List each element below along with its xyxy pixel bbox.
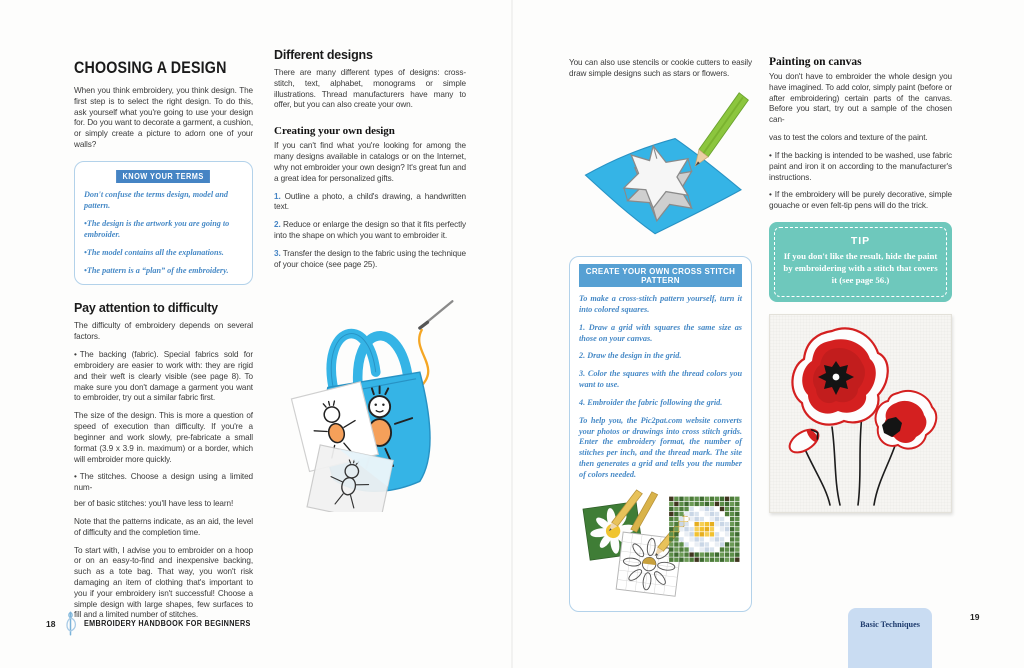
cross-stitch-badge: CREATE YOUR OWN CROSS STITCH PATTERN xyxy=(579,264,742,288)
terms-bullet-2: •The model contains all the explanations. xyxy=(84,247,224,257)
bullet-marker: • xyxy=(769,190,772,200)
step-3: 3. Transfer the design to the fabric using the technique of your choice (see page 25). xyxy=(274,248,467,269)
tip-box xyxy=(769,222,952,302)
difficulty-p2: The size of the design. This is more a question of speed of execution than difficulty. If you're a beginner and work slowly, pre-fabricate a small format (3.9 x 3.9 in. maximum) or a border, which will embroider more quickly. xyxy=(74,411,253,464)
star-cookie-cutter-illustration xyxy=(569,87,752,245)
page-number-right: 19 xyxy=(970,612,980,622)
step-number: 2. xyxy=(274,220,281,230)
terms-intro: Don't confuse the terms design, model and pattern. xyxy=(84,190,228,211)
cross-stitch-outro: To help you, the Pic2pat.com website converts your photos or drawings into cross stitch grids. Enter the embroidery format, the number of stitches per inch, and the thread mark. The site then generates a grid and tells you the number of colors needed. xyxy=(579,415,742,479)
column-different-designs xyxy=(274,48,466,517)
choosing-intro: When you think embroidery, you think design. The first step is to select the right design. To do this, ask yourself what you're going to use your design for. Do you want to decorate a garment, a cushion, or simply create a picture to adorn one of your walls? xyxy=(74,86,253,150)
section-tab xyxy=(848,608,932,668)
cross-stitch-intro: To make a cross-stitch pattern yourself, turn it into colored squares. xyxy=(579,294,742,314)
painting-bullet-2: • If the embroidery will be purely decorative, simple gouache or even felt-tip pens will do the trick. xyxy=(769,190,952,211)
bullet-marker: • xyxy=(84,219,87,229)
painting-p1: You don't have to embroider the whole design you have imagined. To add color, simply paint (before or after embroidering) certain parts of the canvas. Before you start, try out a sample of the chosen can- xyxy=(769,72,952,125)
difficulty-p4: Note that the patterns indicate, as an aid, the level of difficulty and the completion time. xyxy=(74,516,253,537)
cross-stitch-step-2: 2. Draw the design in the grid. xyxy=(579,351,682,361)
bullet-marker: • xyxy=(74,472,77,482)
column-painting-on-canvas xyxy=(769,56,952,513)
difficulty-p3: ber of basic stitches: you'll have less to learn! xyxy=(74,499,234,509)
different-designs-p1: There are many different types of designs: cross-stitch, text, alphabet, monograms or simple illustrations. Thread manufacturers have many to offer, but you can also create your own. xyxy=(274,68,466,110)
step-1: 1. Outline a photo, a child's drawing, a handwritten text. xyxy=(274,191,466,212)
difficulty-heading: Pay attention to difficulty xyxy=(74,301,218,316)
creating-own-design-p: If you can't find what you're looking for among the many designs available in catalogs or on the Internet, why not embroider your own design? It's great fun and a great idea for personalized gifts. xyxy=(274,141,466,183)
creating-own-design-heading: Creating your own design xyxy=(274,125,395,138)
terms-bullet-1: •The design is the artwork you are going to embroider. xyxy=(84,219,230,239)
page-number-left: 18 xyxy=(46,618,56,629)
painting-p2: vas to test the colors and texture of the paint. xyxy=(769,133,928,143)
stencils-p1: You can also use stencils or cookie cutters to easily draw simple designs such as stars or flowers. xyxy=(569,58,752,78)
step-number: 1. xyxy=(274,191,281,201)
bullet-marker: • xyxy=(769,150,772,160)
book-title: EMBROIDERY HANDBOOK FOR BEGINNERS xyxy=(84,619,252,628)
bullet-marker: • xyxy=(84,265,87,275)
column-choosing-a-design xyxy=(74,58,253,628)
know-your-terms-badge: KNOW YOUR TERMS xyxy=(116,170,210,184)
daisy-cross-stitch-illustration xyxy=(579,488,742,600)
page-title: CHOOSING A DESIGN xyxy=(74,58,227,77)
difficulty-bullet-2: • The stitches. Choose a design using a limited num- xyxy=(74,472,253,493)
difficulty-p1: The difficulty of embroidery depends on several factors. xyxy=(74,321,253,342)
tip-title: TIP xyxy=(850,235,871,248)
painting-heading: Painting on canvas xyxy=(769,56,862,68)
tip-text: If you don't like the result, hide the paint by embroidering with a stitch that covers it (see page 56.) xyxy=(783,251,938,285)
bullet-marker: • xyxy=(74,350,77,360)
step-number: 3. xyxy=(274,248,281,258)
cross-stitch-step-4: 4. Embroider the fabric following the grid. xyxy=(579,397,723,407)
difficulty-bullet-1: • The backing (fabric). Special fabrics sold for embroidery are easier to work with: they are rigid and their weft is clearly visible (see page 8). To make sure you don't damage a garment you want to embroider, try out a similar fabric first. xyxy=(74,350,253,403)
cross-stitch-step-3: 3. Color the squares with the thread colors you want to use. xyxy=(579,369,742,390)
difficulty-p5: To start with, I advise you to embroider on a hoop or on an easy-to-find and inexpensive backing, such as a tote bag. That way, you won't risk damaging an item of clothing that's important to you if your embroidery isn't successful! Choose a simple design with large shapes, few surfaces to fill and a limited number of stitches. xyxy=(74,545,253,620)
section-tab-label: Basic Techniques xyxy=(860,620,920,629)
different-designs-heading: Different designs xyxy=(274,48,373,62)
step-2: 2. Reduce or enlarge the design so that it fits perfectly into the shape on which you want to embroider it. xyxy=(274,220,466,241)
cross-stitch-step-1: 1. Draw a grid with squares the same size as those on your canvas. xyxy=(579,322,742,343)
painting-bullet-1: • If the backing is intended to be washed, use fabric paint and iron it on according to the manufacturer's instructions. xyxy=(769,150,952,182)
poppy-embroidery-photo xyxy=(769,314,952,513)
bullet-marker: • xyxy=(84,247,87,257)
needle-thread-logo-icon xyxy=(63,610,78,637)
footer-left xyxy=(46,610,270,637)
terms-bullet-3: •The pattern is a “plan” of the embroidery. xyxy=(84,265,229,275)
tote-bag-illustration xyxy=(274,284,466,512)
know-your-terms-box xyxy=(74,161,253,285)
page-gutter xyxy=(511,0,513,668)
cross-stitch-pattern-box xyxy=(569,256,752,612)
column-stencils-cross-stitch xyxy=(569,58,752,612)
